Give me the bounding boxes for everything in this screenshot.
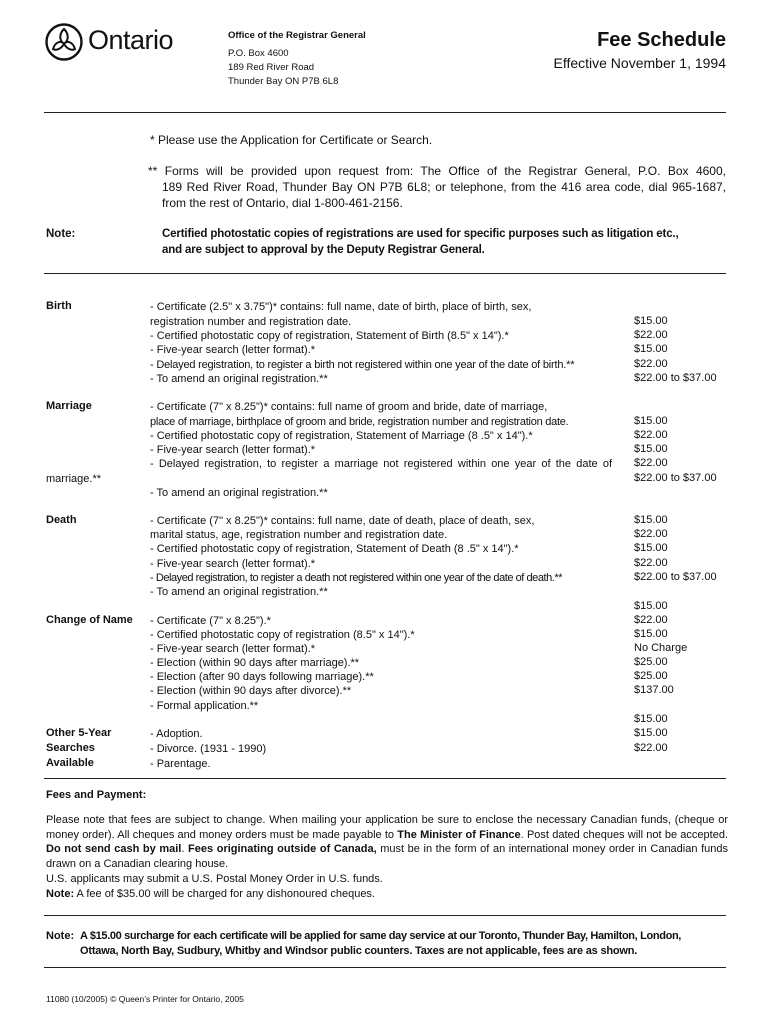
death-price: $22.00 to $37.00 bbox=[634, 571, 717, 583]
death-price: $15.00 bbox=[634, 542, 668, 554]
effective-date: Effective November 1, 1994 bbox=[553, 55, 726, 71]
divider-bottom-note-bottom bbox=[44, 967, 726, 968]
change-price: $25.00 bbox=[634, 656, 668, 668]
birth-item: - Delayed registration, to register a birth not registered within one year of the date of birth.** bbox=[150, 359, 575, 371]
fees-dishonoured bbox=[46, 887, 375, 901]
birth-price: $22.00 to $37.00 bbox=[634, 372, 717, 384]
other-item: - Parentage. bbox=[150, 758, 211, 770]
birth-item: - Certificate (2.5" x 3.75")* contains: full name, date of birth, place of birth, sex, bbox=[150, 301, 532, 313]
note-forms-line-2: 189 Red River Road, Thunder Bay ON P7B 6L8; or telephone, from the 416 area code, dial 965-1687, bbox=[162, 180, 726, 194]
other-price: $15.00 bbox=[634, 727, 668, 739]
office-address-line-2: 189 Red River Road bbox=[228, 62, 315, 73]
change-item: - Certificate (7" x 8.25").* bbox=[150, 615, 271, 627]
death-item: - Delayed registration, to register a death not registered within one year of the date of death.** bbox=[150, 572, 563, 584]
death-item: marital status, age, registration number and registration date. bbox=[150, 529, 448, 541]
section-label-other-searches: Available bbox=[46, 757, 94, 769]
office-name: Office of the Registrar General bbox=[228, 30, 366, 41]
fees-paragraph bbox=[46, 813, 728, 871]
divider-bottom-note-top bbox=[44, 915, 726, 916]
fees-text: must be in the form of an international money order in Canadian funds drawn on a Canadian clearing house. bbox=[46, 843, 728, 870]
change-item: - Election (within 90 days after divorce).** bbox=[150, 685, 352, 697]
death-price: $15.00 bbox=[634, 514, 668, 526]
death-price: $22.00 bbox=[634, 557, 668, 569]
death-item: - Certified photostatic copy of registration, Statement of Death (8 .5" x 14").* bbox=[150, 543, 519, 555]
birth-price: $15.00 bbox=[634, 343, 668, 355]
fees-us-applicants: U.S. applicants may submit a U.S. Postal Money Order in U.S. funds. bbox=[46, 873, 383, 885]
fees-heading: Fees and Payment: bbox=[46, 789, 147, 801]
marriage-item: - Certificate (7" x 8.25")* contains: full name of groom and bride, date of marriage, bbox=[150, 401, 548, 413]
bottom-note-label: Note: bbox=[46, 930, 75, 942]
change-item: - Certified photostatic copy of registration (8.5" x 14").* bbox=[150, 629, 415, 641]
death-item: - Five-year search (letter format).* bbox=[150, 558, 316, 570]
section-label-other-searches: Other 5-Year bbox=[46, 727, 112, 739]
section-label-other-searches: Searches bbox=[46, 742, 95, 754]
change-item: - Election (after 90 days following marriage).** bbox=[150, 671, 374, 683]
marriage-price: $15.00 bbox=[634, 415, 668, 427]
ontario-logo bbox=[44, 22, 194, 62]
section-label-marriage: Marriage bbox=[46, 400, 92, 412]
office-address-line-1: P.O. Box 4600 bbox=[228, 48, 289, 59]
other-item: - Divorce. (1931 - 1990) bbox=[150, 743, 267, 755]
birth-price: $22.00 bbox=[634, 358, 668, 370]
marriage-item: - Delayed registration, to register a marriage not registered within one year of the date of bbox=[150, 458, 612, 470]
page-title: Fee Schedule bbox=[597, 29, 726, 51]
marriage-item: - Five-year search (letter format).* bbox=[150, 444, 316, 456]
change-item: - Election (within 90 days after marriage).** bbox=[150, 657, 360, 669]
marriage-price: $22.00 bbox=[634, 429, 668, 441]
note-label: Note: bbox=[46, 228, 76, 240]
divider-fees bbox=[44, 778, 726, 779]
fees-text: Please note that fees are subject to change. When mailing your application be sure to enclose the necessary Canadian funds, (cheque or money order). All cheques and money orders must be made payable to bbox=[46, 814, 728, 841]
fees-note-label: Note: bbox=[46, 888, 75, 900]
fees-note-text: A fee of $35.00 will be charged for any dishonoured cheques. bbox=[74, 888, 375, 900]
other-item: - Adoption. bbox=[150, 728, 203, 740]
change-price: $22.00 bbox=[634, 614, 668, 626]
marriage-price: $22.00 bbox=[634, 457, 668, 469]
fees-text: . Post dated cheques will not be accepted. bbox=[520, 828, 728, 841]
section-label-change-of-name: Change of Name bbox=[46, 614, 133, 626]
birth-item: - Certified photostatic copy of registration, Statement of Birth (8.5" x 14").* bbox=[150, 330, 509, 342]
marriage-item: - To amend an original registration.** bbox=[150, 487, 328, 499]
fees-no-cash: Do not send cash by mail bbox=[46, 843, 182, 855]
divider-top bbox=[44, 112, 726, 113]
section-label-death: Death bbox=[46, 514, 77, 526]
change-price: No Charge bbox=[634, 642, 688, 654]
note-forms-line-3: from the rest of Ontario, dial 1-800-461-2156. bbox=[162, 196, 403, 210]
change-price: $137.00 bbox=[634, 684, 674, 696]
footer-form-number: 11080 (10/2005) © Queen’s Printer for Ontario, 2005 bbox=[46, 994, 244, 1004]
fees-outside-canada: Fees originating outside of Canada, bbox=[188, 843, 377, 855]
change-price: $15.00 bbox=[634, 628, 668, 640]
death-item: - To amend an original registration.** bbox=[150, 586, 328, 598]
divider-notes bbox=[44, 273, 726, 274]
marriage-item: - Certified photostatic copy of registration, Statement of Marriage (8 .5" x 14").* bbox=[150, 430, 533, 442]
note-application: * Please use the Application for Certificate or Search. bbox=[150, 133, 433, 147]
marriage-item-wrap: marriage.** bbox=[46, 473, 102, 485]
note-forms-line-1: ** Forms will be provided upon request from: The Office of the Registrar General, P.O. Box 4600, bbox=[148, 164, 726, 178]
fees-text: . bbox=[181, 843, 189, 855]
death-price: $22.00 bbox=[634, 528, 668, 540]
bottom-note-line-2: Ottawa, North Bay, Sudbury, Whitby and Windsor public counters. Taxes are not applicable, fees are as shown. bbox=[80, 945, 638, 957]
birth-item: - Five-year search (letter format).* bbox=[150, 344, 316, 356]
marriage-price: $22.00 to $37.00 bbox=[634, 472, 717, 484]
birth-price: $22.00 bbox=[634, 329, 668, 341]
office-address-line-3: Thunder Bay ON P7B 6L8 bbox=[228, 76, 339, 87]
note-text-line-1: Certified photostatic copies of registrations are used for specific purposes such as litigation etc., bbox=[162, 228, 679, 240]
birth-price: $15.00 bbox=[634, 315, 668, 327]
change-price: $25.00 bbox=[634, 670, 668, 682]
change-item: - Formal application.** bbox=[150, 700, 259, 712]
birth-item: - To amend an original registration.** bbox=[150, 373, 328, 385]
marriage-item: place of marriage, birthplace of groom and bride, registration number and registration date. bbox=[150, 416, 569, 428]
birth-item: registration number and registration date. bbox=[150, 316, 352, 328]
change-item: - Five-year search (letter format).* bbox=[150, 643, 316, 655]
note-text-line-2: and are subject to approval by the Deputy Registrar General. bbox=[162, 244, 485, 256]
section-label-birth: Birth bbox=[46, 300, 72, 312]
trillium-icon bbox=[44, 22, 84, 62]
death-item: - Certificate (7" x 8.25")* contains: full name, date of death, place of death, sex, bbox=[150, 515, 535, 527]
death-price: $15.00 bbox=[634, 600, 668, 612]
other-price: $22.00 bbox=[634, 742, 668, 754]
ontario-wordmark: Ontario bbox=[88, 25, 174, 55]
fees-payee: The Minister of Finance bbox=[397, 828, 521, 841]
bottom-note-line-1: A $15.00 surcharge for each certificate will be applied for same day service at our Toronto, Thunder Bay, Hamilton, London, bbox=[80, 930, 682, 942]
marriage-price: $15.00 bbox=[634, 443, 668, 455]
change-price: $15.00 bbox=[634, 713, 668, 725]
